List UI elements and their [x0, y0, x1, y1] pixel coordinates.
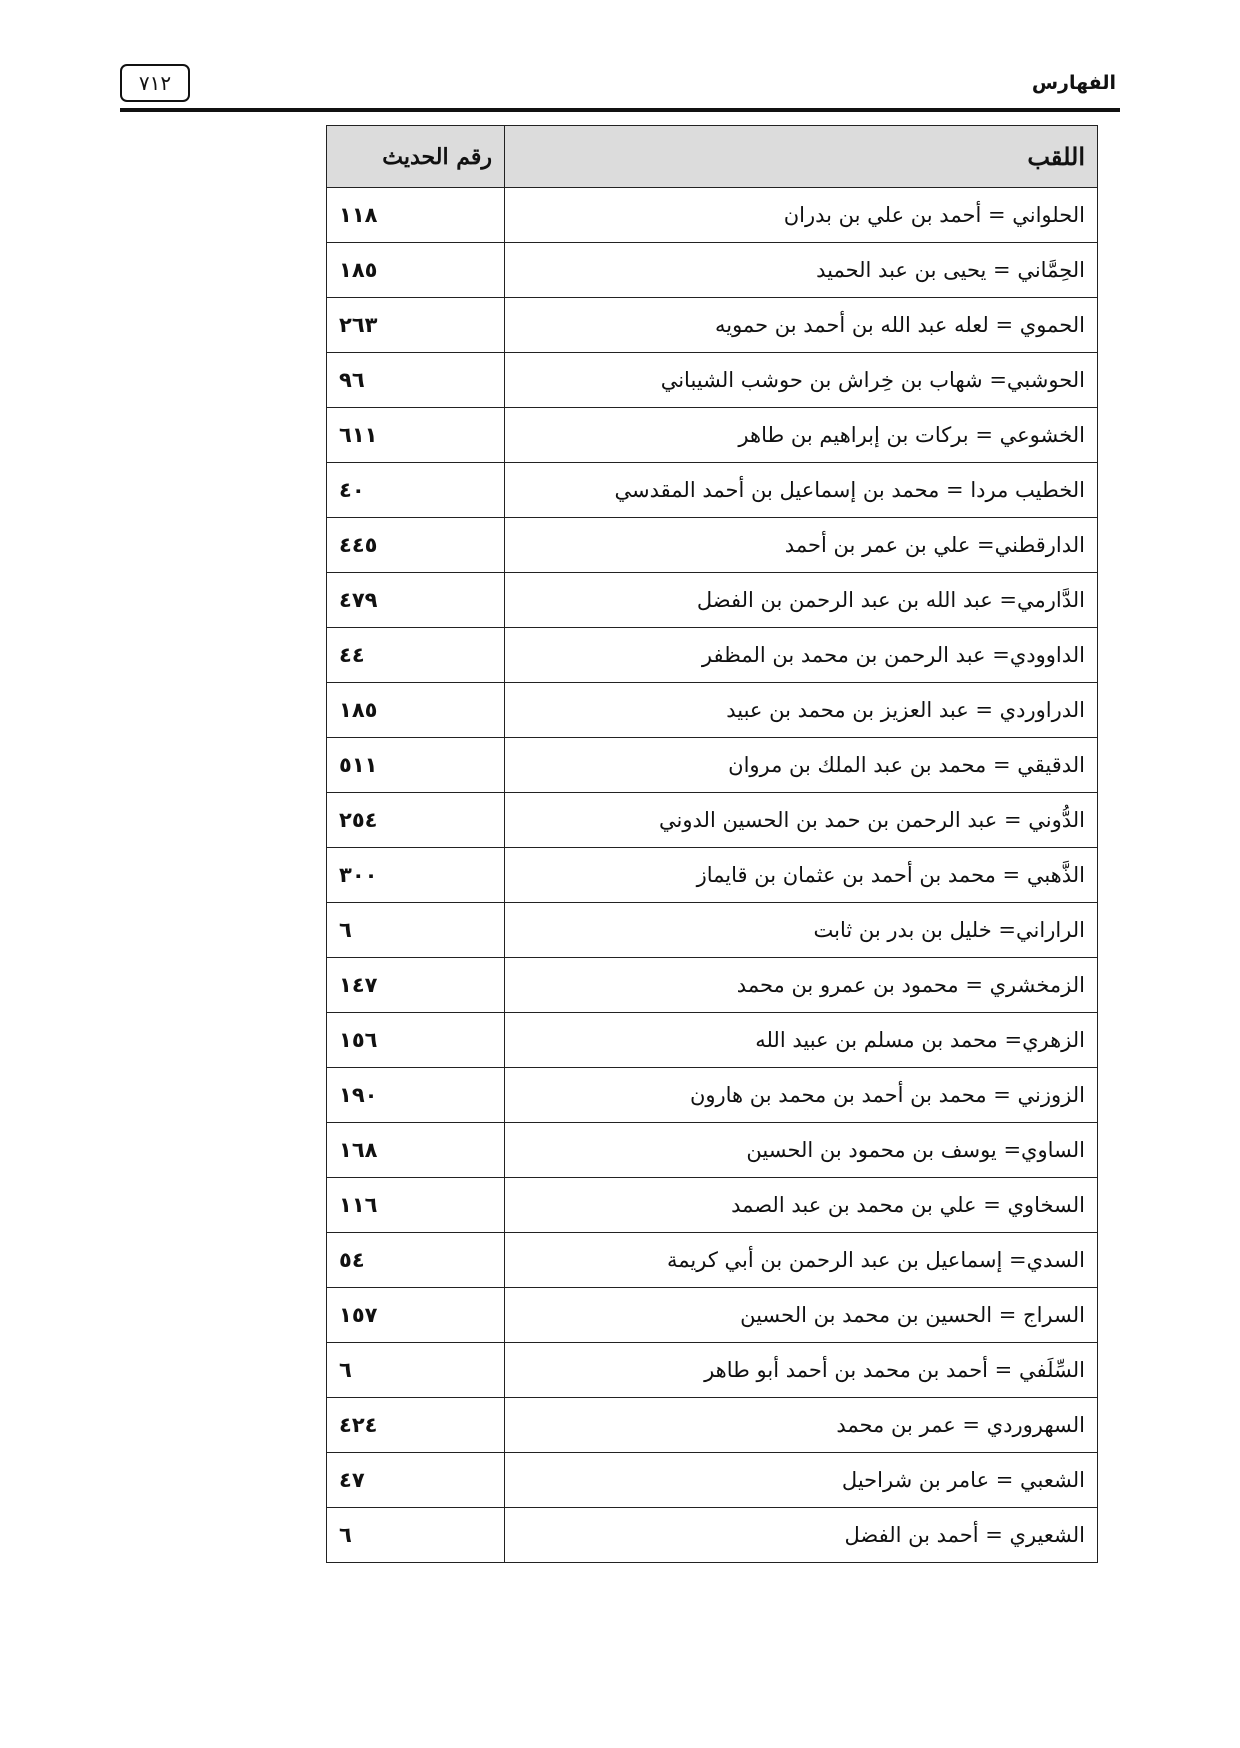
hadith-number-cell: ٣٠٠ [327, 848, 505, 903]
hadith-number-cell: ١٨٥ [327, 243, 505, 298]
table-row [327, 518, 1098, 573]
nickname-cell: الدراوردي = عبد العزيز بن محمد بن عبيد [505, 683, 1098, 738]
hadith-number-cell: ٦١١ [327, 408, 505, 463]
column-header-hadith-number: رقم الحديث [327, 126, 505, 188]
table-row [327, 463, 1098, 518]
nickname-cell: الحوشبي= شهاب بن خِراش بن حوشب الشيباني [505, 353, 1098, 408]
hadith-number-cell: ١٨٥ [327, 683, 505, 738]
hadith-number-cell: ٤٠ [327, 463, 505, 518]
nickname-cell: السدي= إسماعيل بن عبد الرحمن بن أبي كريمة [505, 1233, 1098, 1288]
nickname-cell: الحلواني = أحمد بن علي بن بدران [505, 188, 1098, 243]
table-row [327, 683, 1098, 738]
nickname-cell: الشعيري = أحمد بن الفضل [505, 1508, 1098, 1563]
table-body [327, 188, 1098, 1563]
nickname-cell: الذَّهبي = محمد بن أحمد بن عثمان بن قايماز [505, 848, 1098, 903]
table-row [327, 1398, 1098, 1453]
table-row [327, 1013, 1098, 1068]
hadith-number-cell: ١٥٧ [327, 1288, 505, 1343]
table-header [327, 126, 1098, 188]
nickname-cell: السراج = الحسين بن محمد بن الحسين [505, 1288, 1098, 1343]
hadith-number-cell: ٤٤٥ [327, 518, 505, 573]
nickname-cell: الدقيقي = محمد بن عبد الملك بن مروان [505, 738, 1098, 793]
hadith-number-cell: ٤٢٤ [327, 1398, 505, 1453]
hadith-number-cell: ٤٧ [327, 1453, 505, 1508]
table-row [327, 1343, 1098, 1398]
nickname-cell: الشعبي = عامر بن شراحيل [505, 1453, 1098, 1508]
page-number: ٧١٢ [120, 64, 190, 102]
nickname-cell: الدَّارمي= عبد الله بن عبد الرحمن بن الفضل [505, 573, 1098, 628]
table-row [327, 1453, 1098, 1508]
nickname-cell: الساوي= يوسف بن محمود بن الحسين [505, 1123, 1098, 1178]
hadith-number-cell: ٢٦٣ [327, 298, 505, 353]
hadith-number-cell: ١٩٠ [327, 1068, 505, 1123]
nickname-index-table [326, 125, 1098, 1563]
table-row [327, 903, 1098, 958]
nickname-cell: الراراني= خليل بن بدر بن ثابت [505, 903, 1098, 958]
nickname-cell: الحِمَّاني = يحيى بن عبد الحميد [505, 243, 1098, 298]
nickname-cell: الزوزني = محمد بن أحمد بن محمد بن هارون [505, 1068, 1098, 1123]
table-row [327, 1178, 1098, 1233]
hadith-number-cell: ١٥٦ [327, 1013, 505, 1068]
nickname-cell: السهروردي = عمر بن محمد [505, 1398, 1098, 1453]
table-header-row [327, 126, 1098, 188]
nickname-cell: الدارقطني= علي بن عمر بن أحمد [505, 518, 1098, 573]
table-row [327, 628, 1098, 683]
table-row [327, 298, 1098, 353]
nickname-cell: الزهري= محمد بن مسلم بن عبيد الله [505, 1013, 1098, 1068]
table-row [327, 243, 1098, 298]
nickname-cell: السِّلَفي = أحمد بن محمد بن أحمد أبو طاهر [505, 1343, 1098, 1398]
running-header-title: الفهارس [1031, 72, 1116, 94]
table-row [327, 848, 1098, 903]
header-divider [120, 108, 1120, 112]
nickname-cell: الداوودي= عبد الرحمن بن محمد بن المظفر [505, 628, 1098, 683]
hadith-number-cell: ١١٦ [327, 1178, 505, 1233]
hadith-number-cell: ٦ [327, 1508, 505, 1563]
hadith-number-cell: ١٦٨ [327, 1123, 505, 1178]
hadith-number-cell: ٦ [327, 1343, 505, 1398]
hadith-number-cell: ٥١١ [327, 738, 505, 793]
hadith-number-cell: ٤٧٩ [327, 573, 505, 628]
table-row [327, 188, 1098, 243]
table-row [327, 573, 1098, 628]
table-row [327, 793, 1098, 848]
column-header-nickname: اللقب [505, 126, 1098, 188]
hadith-number-cell: ٥٤ [327, 1233, 505, 1288]
hadith-number-cell: ٦ [327, 903, 505, 958]
table-row [327, 958, 1098, 1013]
hadith-number-cell: ٤٤ [327, 628, 505, 683]
table-row [327, 738, 1098, 793]
nickname-cell: السخاوي = علي بن محمد بن عبد الصمد [505, 1178, 1098, 1233]
table-row [327, 408, 1098, 463]
hadith-number-cell: ١١٨ [327, 188, 505, 243]
nickname-cell: الدُّوني = عبد الرحمن بن حمد بن الحسين الدوني [505, 793, 1098, 848]
table-row [327, 1123, 1098, 1178]
table-row [327, 1068, 1098, 1123]
hadith-number-cell: ١٤٧ [327, 958, 505, 1013]
nickname-cell: الحموي = لعله عبد الله بن أحمد بن حمويه [505, 298, 1098, 353]
table-row [327, 1233, 1098, 1288]
table-row [327, 353, 1098, 408]
nickname-cell: الخشوعي = بركات بن إبراهيم بن طاهر [505, 408, 1098, 463]
nickname-cell: الخطيب مردا = محمد بن إسماعيل بن أحمد المقدسي [505, 463, 1098, 518]
hadith-number-cell: ٢٥٤ [327, 793, 505, 848]
table-row [327, 1508, 1098, 1563]
nickname-cell: الزمخشري = محمود بن عمرو بن محمد [505, 958, 1098, 1013]
hadith-number-cell: ٩٦ [327, 353, 505, 408]
table-row [327, 1288, 1098, 1343]
